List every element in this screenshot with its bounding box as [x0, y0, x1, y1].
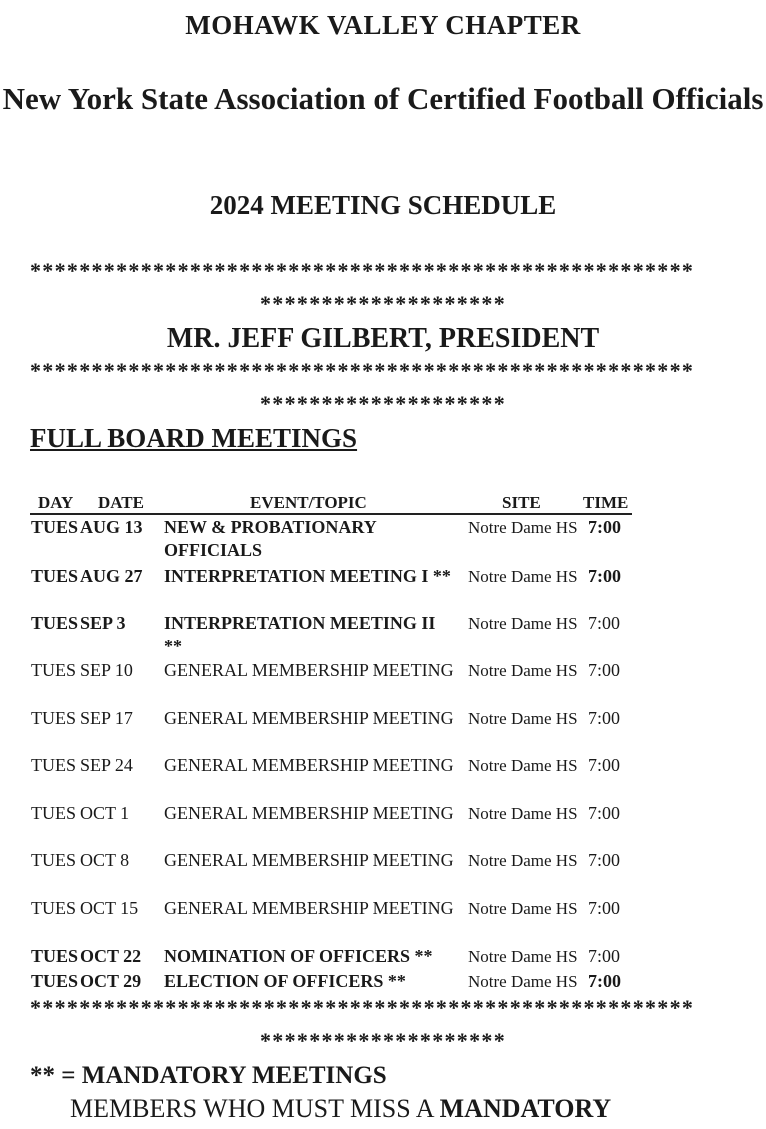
row-day: TUES	[31, 566, 79, 586]
row-day: TUES	[31, 971, 79, 991]
row-time: 7:00	[588, 946, 621, 966]
row-site: Notre Dame HS	[468, 709, 578, 728]
schedule-title: 2024 MEETING SCHEDULE	[209, 190, 557, 220]
section-title: FULL BOARD MEETINGS	[30, 423, 358, 453]
row-date: OCT 22	[80, 946, 142, 966]
chapter-title: MOHAWK VALLEY CHAPTER	[185, 10, 581, 40]
stars-divider: ******************************************************	[30, 358, 695, 383]
row-site: Notre Dame HS	[468, 567, 578, 586]
row-time: 7:00	[588, 803, 621, 823]
row-day: TUES	[31, 613, 79, 633]
row-event: GENERAL MEMBERSHIP MEETING	[164, 660, 454, 680]
stars-divider: ******************************************************	[30, 995, 695, 1020]
header-site: SITE	[502, 493, 541, 512]
row-day: TUES	[31, 708, 76, 728]
row-event: GENERAL MEMBERSHIP MEETING	[164, 708, 454, 728]
header-time: TIME	[583, 493, 629, 512]
header-event: EVENT/TOPIC	[250, 493, 367, 512]
row-date: OCT 1	[80, 803, 130, 823]
row-day: TUES	[31, 898, 76, 918]
row-date: SEP 24	[80, 755, 133, 775]
row-date: SEP 10	[80, 660, 133, 680]
row-time: 7:00	[588, 566, 621, 586]
row-event: GENERAL MEMBERSHIP MEETING	[164, 850, 454, 870]
row-day: TUES	[31, 946, 79, 966]
row-site: Notre Dame HS	[468, 899, 578, 918]
row-date: SEP 17	[80, 708, 133, 728]
row-event: NOMINATION OF OFFICERS **	[164, 946, 433, 966]
header-day: DAY	[38, 493, 74, 512]
row-event: GENERAL MEMBERSHIP MEETING	[164, 803, 454, 823]
stars-divider-short: ********************	[260, 1028, 506, 1053]
row-time: 7:00	[588, 850, 621, 870]
row-time: 7:00	[588, 898, 621, 918]
row-event: NEW & PROBATIONARY OFFICIALS	[164, 517, 377, 560]
row-site: Notre Dame HS	[468, 804, 578, 823]
row-site: Notre Dame HS	[468, 614, 578, 633]
row-site: Notre Dame HS	[468, 851, 578, 870]
row-time: 7:00	[588, 660, 621, 680]
members-prefix: MEMBERS WHO MUST MISS A	[70, 1094, 440, 1123]
row-event: GENERAL MEMBERSHIP MEETING	[164, 898, 454, 918]
row-time: 7:00	[588, 971, 621, 991]
stars-divider: ******************************************************	[30, 258, 695, 283]
row-date: OCT 29	[80, 971, 142, 991]
association-title: New York State Association of Certified Football Officials	[2, 81, 764, 116]
row-time: 7:00	[588, 708, 621, 728]
president-name: MR. JEFF GILBERT, PRESIDENT	[166, 323, 600, 354]
row-day: TUES	[31, 803, 76, 823]
header-date: DATE	[98, 493, 144, 512]
row-day: TUES	[31, 660, 76, 680]
row-date: SEP 3	[80, 613, 126, 633]
stars-divider-short: ********************	[260, 391, 506, 416]
row-time: 7:00	[588, 613, 621, 633]
row-site: Notre Dame HS	[468, 756, 578, 775]
row-site: Notre Dame HS	[468, 661, 578, 680]
row-date: OCT 8	[80, 850, 130, 870]
row-day: TUES	[31, 850, 76, 870]
row-event: GENERAL MEMBERSHIP MEETING	[164, 755, 454, 775]
mandatory-note: ** = MANDATORY MEETINGS	[30, 1062, 387, 1089]
row-date: AUG 27	[80, 566, 143, 586]
row-event: ELECTION OF OFFICERS **	[164, 971, 406, 991]
row-site: Notre Dame HS	[468, 518, 578, 537]
row-date: AUG 13	[80, 517, 143, 537]
row-time: 7:00	[588, 755, 621, 775]
members-bold: MANDATORY	[439, 1094, 612, 1123]
row-day: TUES	[31, 755, 76, 775]
row-date: OCT 15	[80, 898, 139, 918]
row-event: INTERPRETATION MEETING II **	[164, 613, 436, 656]
row-site: Notre Dame HS	[468, 947, 578, 966]
row-day: TUES	[31, 517, 79, 537]
stars-divider-short: ********************	[260, 291, 506, 316]
members-note	[70, 1094, 611, 1124]
row-event: INTERPRETATION MEETING I **	[164, 566, 451, 586]
row-site: Notre Dame HS	[468, 972, 578, 991]
row-time: 7:00	[588, 517, 621, 537]
header-rule	[30, 513, 632, 515]
